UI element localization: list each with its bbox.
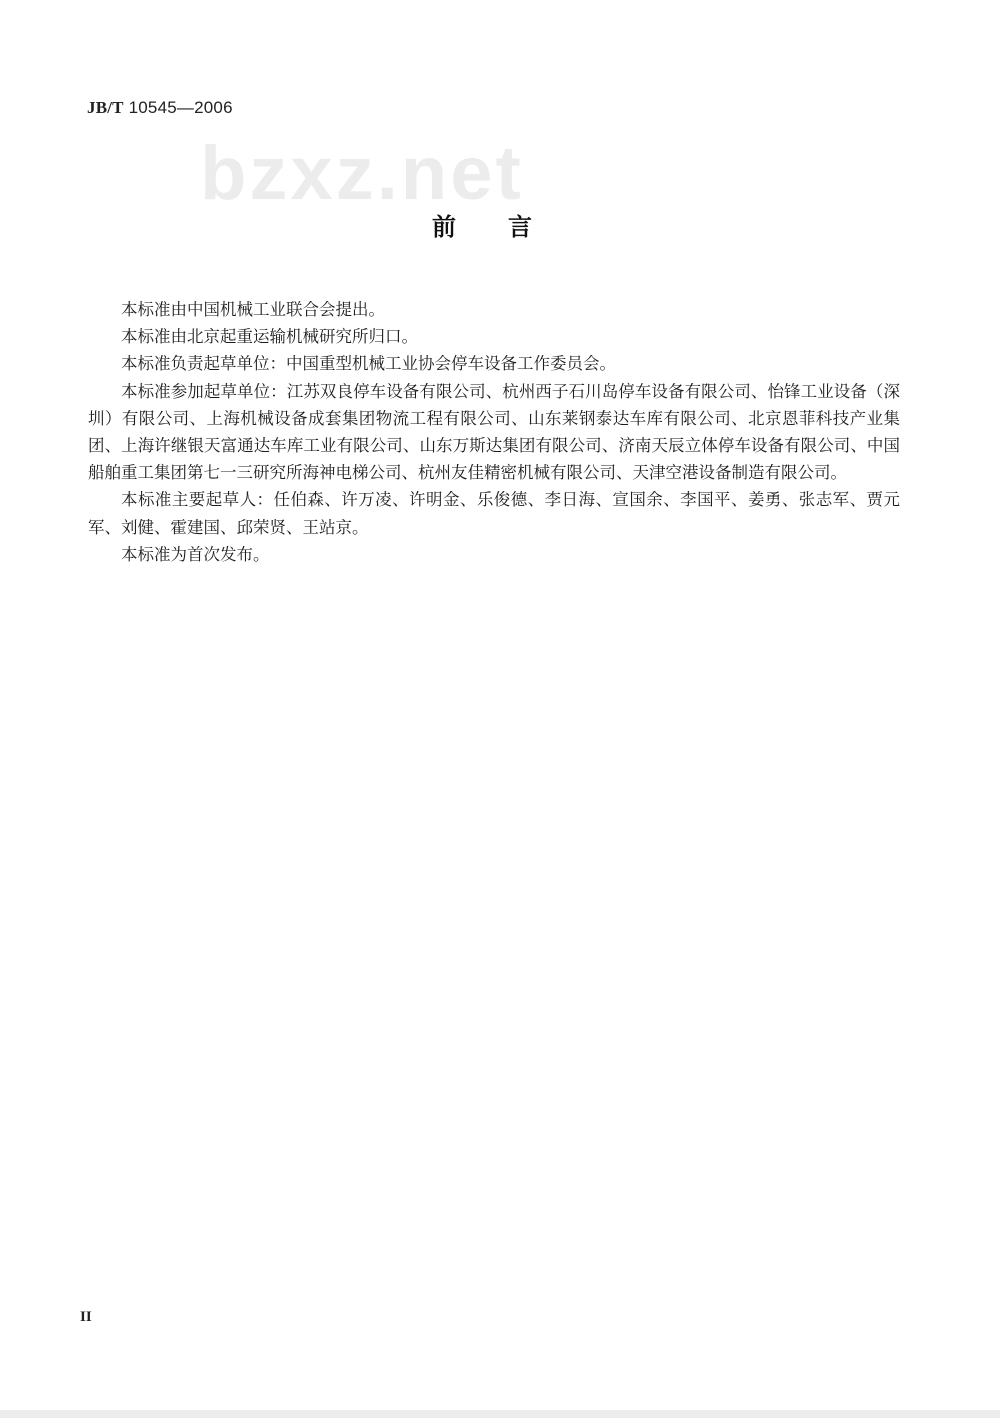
paragraph-first-release: 本标准为首次发布。 [121, 544, 270, 564]
standard-code: 10545—2006 [123, 98, 233, 117]
paragraph-lead-drafter: 本标准负责起草单位：中国重型机械工业协会停车设备工作委员会。 [121, 354, 616, 374]
paragraph-main-drafters: 本标准主要起草人：任伯森、许万凌、许明金、乐俊德、李日海、宣国余、李国平、姜勇、张志军、贾元军、刘健、霍建国、邱荣贤、王站京。 [88, 490, 900, 537]
standard-number [87, 98, 233, 118]
paragraph-participating-units: 本标准参加起草单位：江苏双良停车设备有限公司、杭州西子石川岛停车设备有限公司、怡锋工业设备（深圳）有限公司、上海机械设备成套集团物流工程有限公司、山东莱钢泰达车库有限公司、北京恩菲科技产业集团、上海许继银天富通达车库工业有限公司、山东万斯达集团有限公司、济南天辰立体停车设备有限公司、中国船舶重工集团第七一三研究所海神电梯公司、杭州友佳精密机械有限公司、天津空港设备制造有限公司。 [88, 381, 900, 483]
standard-prefix: JB/T [87, 98, 124, 117]
page-title: 前言 [432, 213, 584, 241]
page-bottom-edge [0, 1410, 1000, 1418]
watermark: bzxz.net [200, 131, 524, 216]
foreword-body [88, 296, 900, 568]
paragraph-administrator: 本标准由北京起重运输机械研究所归口。 [121, 327, 418, 347]
paragraph-proposer: 本标准由中国机械工业联合会提出。 [121, 300, 385, 319]
page-number: II [80, 1309, 92, 1325]
